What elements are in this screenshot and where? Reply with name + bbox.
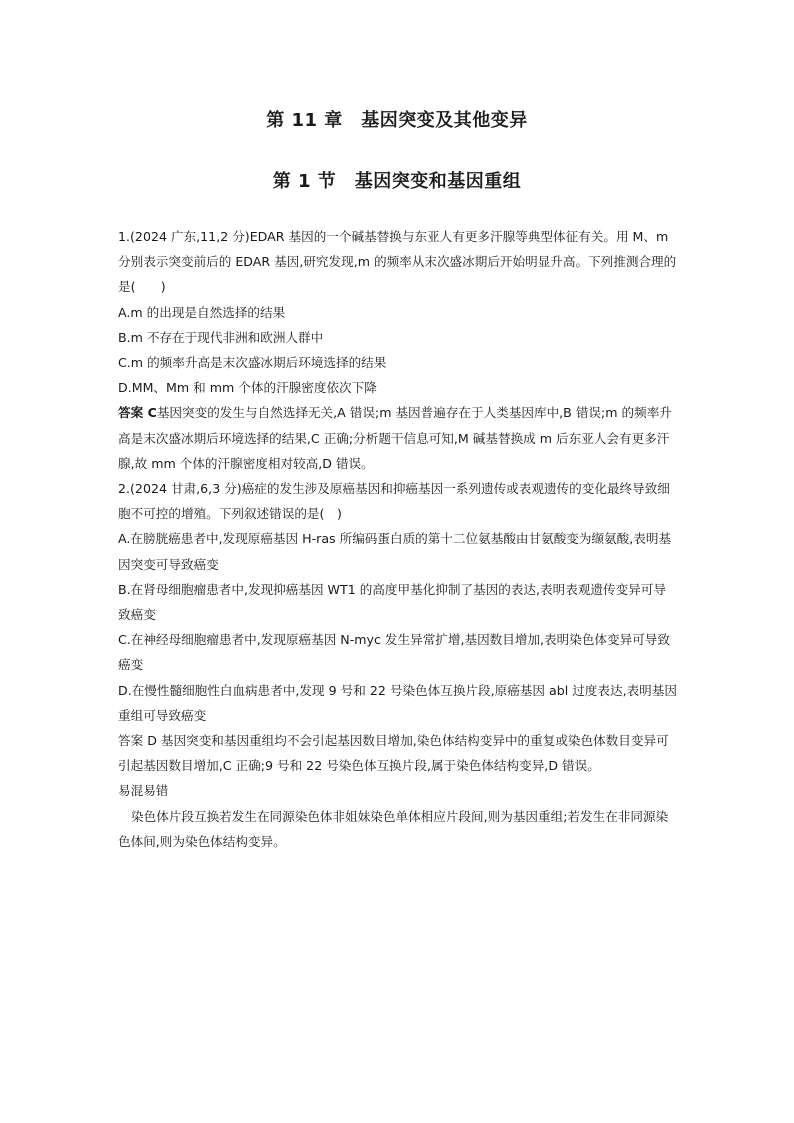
answer-explanation: 基因突变的发生与自然选择无关,A 错误;m 基因普遍存在于人类基因库中,B 错误;m 的频率升高是末次盛冰期后环境选择的结果,C 正确;分析题干信息可知,M 碱基替换成 m 后东亚人会有更多汗腺,故 mm 个体的汗腺密度相对较高,D 错误。 [118, 405, 672, 471]
question-2-answer [118, 728, 678, 778]
document-content [118, 224, 678, 854]
answer-label: 答案 C [118, 405, 157, 421]
question-1-option-b: B.m 不存在于现代非洲和欧洲人群中 [118, 329, 324, 345]
question-1-stem: 1.(2024 广东,11,2 分)EDAR 基因的一个碱基替换与东亚人有更多汗腺等典型体征有关。用 M、m 分别表示突变前后的 EDAR 基因,研究发现,m 的频率从末次盛冰期后开始明显升高。下列推测合理的是( ) [118, 229, 677, 295]
question-1-option-c: C.m 的频率升高是末次盛冰期后环境选择的结果 [118, 355, 387, 371]
question-1-option-d: D.MM、Mm 和 mm 个体的汗腺密度依次下降 [118, 380, 377, 396]
question-2-stem: 2.(2024 甘肃,6,3 分)癌症的发生涉及原癌基因和抑癌基因一系列遗传或表观遗传的变化最终导致细胞不可控的增殖。下列叙述错误的是( ) [118, 481, 670, 522]
question-2-option-d: D.在慢性髓细胞性白血病患者中,发现 9 号和 22 号染色体互换片段,原癌基因 abl 过度表达,表明基因重组可导致癌变 [118, 682, 677, 723]
question-2-option-c: C.在神经母细胞瘤患者中,发现原癌基因 N-myc 发生异常扩增,基因数目增加,表明染色体变异可导致癌变 [118, 632, 670, 673]
answer-explanation: 基因突变和基因重组均不会引起基因数目增加,染色体结构变异中的重复或染色体数目变异可引起基因数目增加,C 正确;9 号和 22 号染色体互换片段,属于染色体结构变异,D 错误。 [118, 733, 669, 774]
question-2-option-a: A.在膀胱癌患者中,发现原癌基因 H-ras 所编码蛋白质的第十二位氨基酸由甘氨酸变为缬氨酸,表明基因突变可导致癌变 [118, 531, 672, 572]
tip-title: 易混易错 [118, 783, 169, 799]
question-2-option-b: B.在肾母细胞瘤患者中,发现抑癌基因 WT1 的高度甲基化抑制了基因的表达,表明表观遗传变异可导致癌变 [118, 581, 666, 623]
section-title: 第 1 节 基因突变和基因重组 [272, 171, 522, 192]
tip-text: 染色体片段互换若发生在同源染色体非姐妹染色单体相应片段间,则为基因重组;若发生在非同源染色体间,则为染色体结构变异。 [118, 808, 669, 849]
answer-label: 答案 D [118, 733, 157, 749]
question-1-option-a: A.m 的出现是自然选择的结果 [118, 304, 286, 320]
chapter-title: 第 11 章 基因突变及其他变异 [266, 110, 528, 131]
question-1-answer [118, 400, 678, 476]
